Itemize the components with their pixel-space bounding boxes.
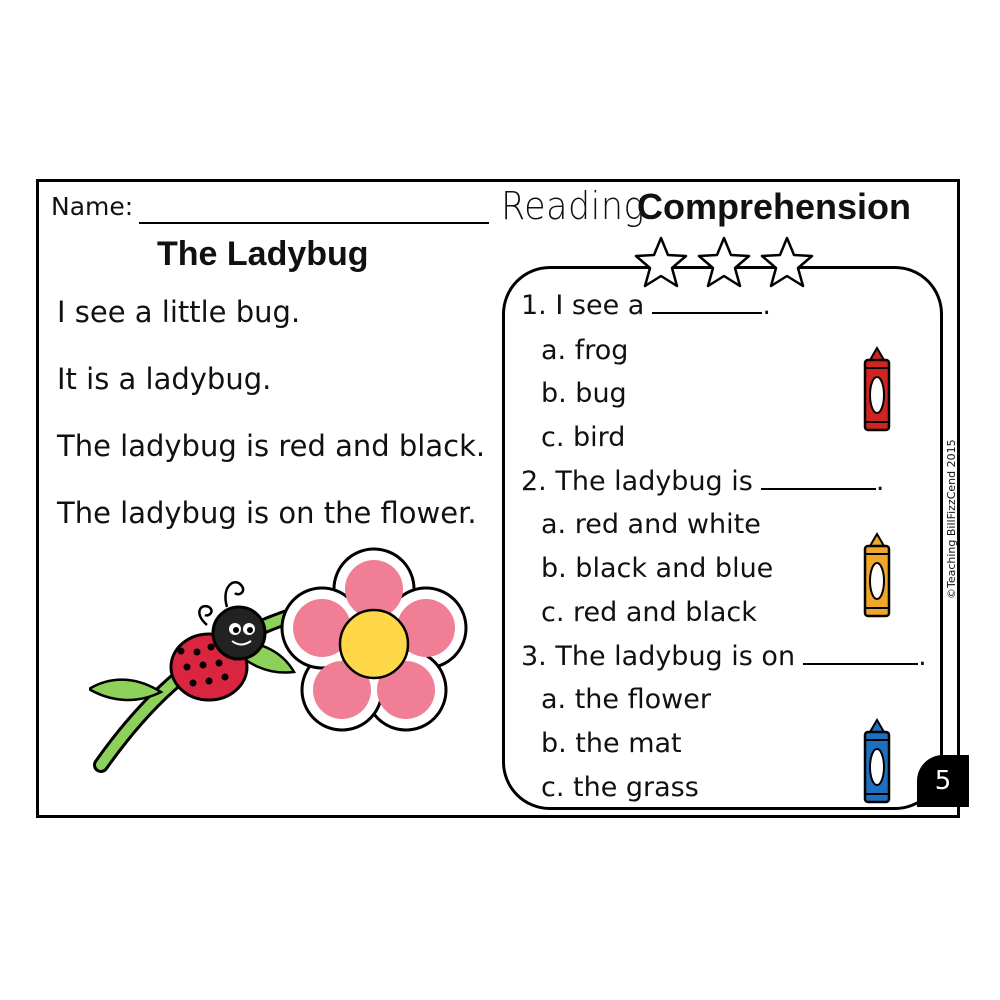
question-2 <box>521 466 884 497</box>
question-prompt: 3. The ladybug is on <box>521 641 796 672</box>
crayon-icon <box>857 532 897 622</box>
question-3 <box>521 641 927 672</box>
ladybug-icon <box>171 582 265 700</box>
title-reading: Reading <box>501 184 645 228</box>
option[interactable]: a. the flower <box>541 684 711 715</box>
question-1 <box>521 290 771 321</box>
story-line: I see a little bug. <box>57 295 301 329</box>
flower-icon <box>89 549 466 765</box>
option[interactable]: c. bird <box>541 422 626 453</box>
star-icon <box>636 238 686 286</box>
option[interactable]: c. red and black <box>541 597 757 628</box>
option[interactable]: b. black and blue <box>541 553 774 584</box>
answer-blank[interactable] <box>652 312 762 314</box>
option[interactable]: a. red and white <box>541 509 761 540</box>
question-prompt: 1. I see a <box>521 290 645 321</box>
answer-blank[interactable] <box>761 488 876 490</box>
question-end: . <box>875 466 885 497</box>
copyright-text: ©Teaching BillFizzCend 2015 <box>945 439 958 599</box>
option[interactable]: a. frog <box>541 335 629 366</box>
option[interactable]: b. bug <box>541 378 627 409</box>
worksheet-card <box>36 179 960 818</box>
story-line: The ladybug is red and black. <box>57 429 486 463</box>
ladybug-flower-illustration <box>89 547 489 797</box>
page-number: 5 <box>917 755 969 807</box>
option[interactable]: b. the mat <box>541 728 682 759</box>
name-label: Name: <box>51 192 134 221</box>
story-line: The ladybug is on the flower. <box>57 496 477 530</box>
story-title: The Ladybug <box>157 235 369 273</box>
question-prompt: 2. The ladybug is <box>521 466 753 497</box>
question-end: . <box>918 641 927 672</box>
question-end: . <box>762 290 771 321</box>
name-field[interactable] <box>139 222 489 224</box>
option[interactable]: c. the grass <box>541 772 699 803</box>
star-icon <box>762 238 812 286</box>
crayon-icon <box>857 346 897 436</box>
story-line: It is a ladybug. <box>57 362 272 396</box>
title-comprehension: Comprehension <box>637 186 912 227</box>
answer-blank[interactable] <box>803 663 918 665</box>
star-rating <box>629 234 819 294</box>
star-icon <box>699 238 749 286</box>
crayon-icon <box>857 718 897 808</box>
